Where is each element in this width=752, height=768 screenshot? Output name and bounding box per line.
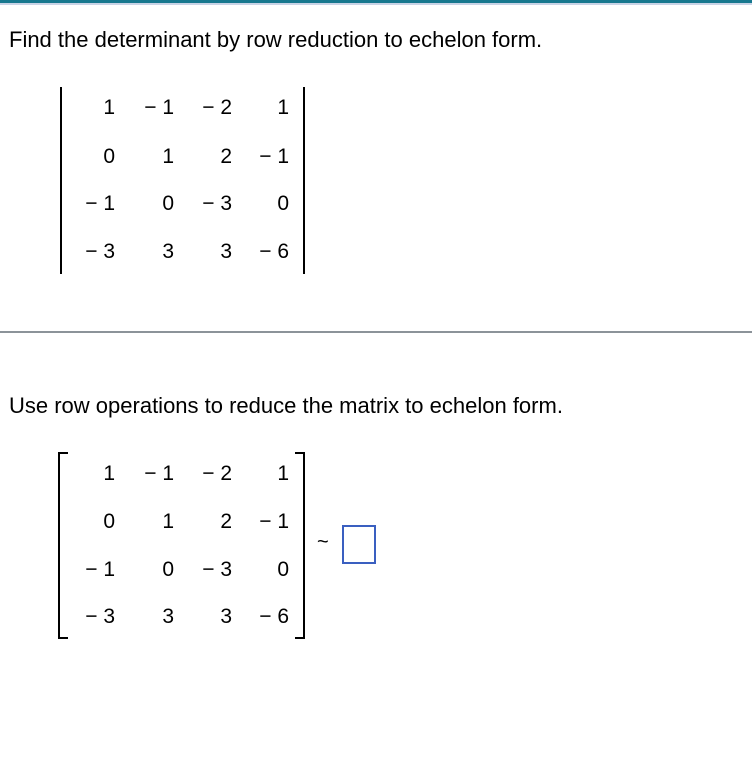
step-prompt: Use row operations to reduce the matrix to echelon form.: [9, 393, 563, 418]
determinant-right-bar: [303, 87, 305, 274]
matrix-cell: 1: [162, 510, 174, 533]
matrix-cell: 1: [277, 462, 289, 485]
matrix-cell: − 2: [202, 462, 232, 485]
matrix-cell: 1: [277, 96, 289, 119]
matrix-cell: 0: [103, 145, 115, 168]
matrix-cell: 3: [162, 240, 174, 263]
matrix-cell: − 3: [85, 240, 115, 263]
matrix-cell: − 3: [202, 558, 232, 581]
matrix-cell: − 1: [259, 510, 289, 533]
matrix-cell: − 3: [85, 605, 115, 628]
matrix-cell: 0: [162, 192, 174, 215]
question-prompt: Find the determinant by row reduction to echelon form.: [9, 27, 543, 52]
matrix-cell: − 2: [202, 96, 232, 119]
matrix-cell: 0: [277, 558, 289, 581]
matrix-cell: − 1: [259, 145, 289, 168]
matrix-cell: 2: [220, 145, 232, 168]
matrix-cell: 0: [162, 558, 174, 581]
row-equivalence-symbol: ~: [317, 531, 329, 553]
echelon-matrix-answer-input[interactable]: [342, 525, 376, 564]
section-divider: [0, 331, 752, 333]
header-accent-underline: [0, 3, 752, 5]
matrix-cell: 3: [220, 605, 232, 628]
right-bracket: [295, 452, 305, 639]
matrix-cell: − 1: [85, 192, 115, 215]
matrix-cell: 3: [220, 240, 232, 263]
matrix-cell: 0: [103, 510, 115, 533]
matrix-cell: 1: [103, 462, 115, 485]
matrix-cell: − 1: [144, 462, 174, 485]
matrix-cell: − 6: [259, 240, 289, 263]
matrix-cell: − 6: [259, 605, 289, 628]
matrix-cell: 3: [162, 605, 174, 628]
matrix-cell: 1: [162, 145, 174, 168]
determinant-left-bar: [60, 87, 62, 274]
matrix-cell: 0: [277, 192, 289, 215]
matrix-cell: 2: [220, 510, 232, 533]
matrix-cell: − 1: [85, 558, 115, 581]
matrix-cell: 1: [103, 96, 115, 119]
matrix-cell: − 3: [202, 192, 232, 215]
matrix-cell: − 1: [144, 96, 174, 119]
